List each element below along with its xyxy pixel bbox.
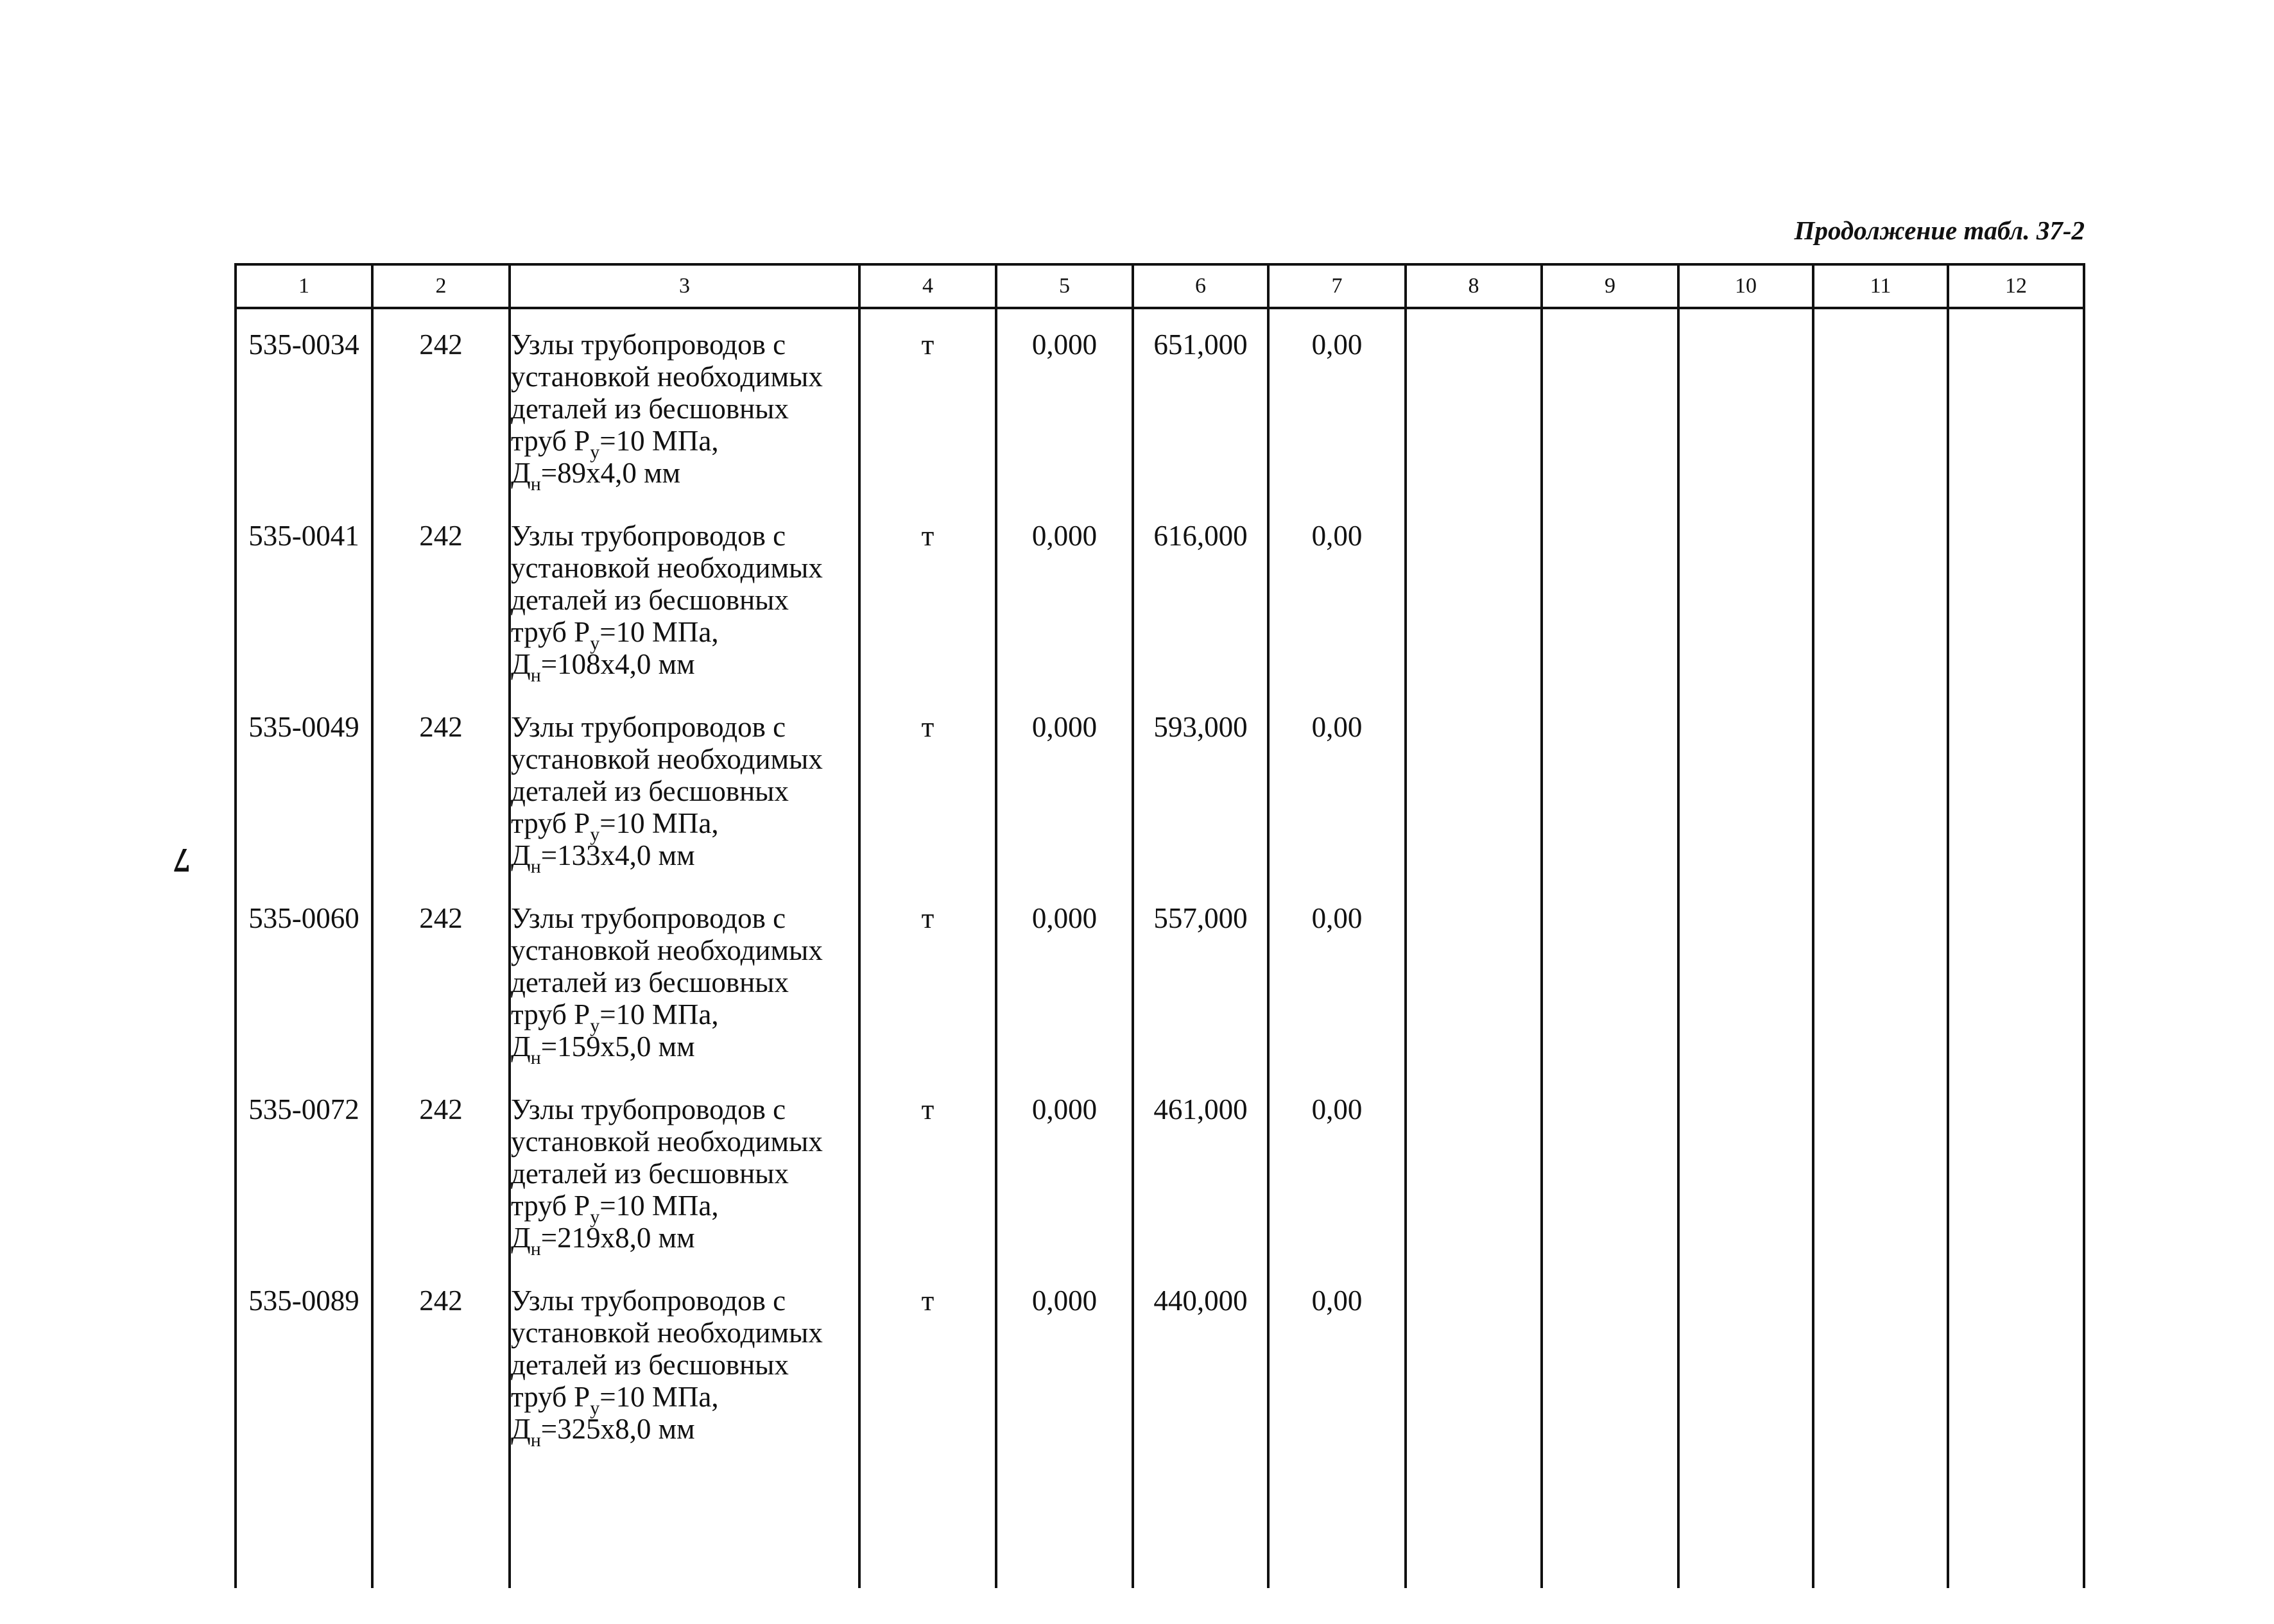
table-row <box>236 1265 2084 1457</box>
cell-col9 <box>1542 1074 1678 1265</box>
cell-col8 <box>1406 883 1542 1074</box>
pressure-subscript: у <box>590 633 600 654</box>
header-row <box>236 264 2084 308</box>
name-line: деталей из бесшовных <box>511 966 789 998</box>
column-header-10: 10 <box>1678 264 1813 308</box>
cell-group: 242 <box>372 500 510 692</box>
cell-col6: 557,000 <box>1133 883 1268 1074</box>
spacer-cell <box>996 1457 1133 1588</box>
diameter-subscript: н <box>530 856 541 877</box>
cell-code: 535-0041 <box>236 500 372 692</box>
cell-col9 <box>1542 883 1678 1074</box>
cell-col12 <box>1948 692 2084 883</box>
cell-unit: т <box>859 883 996 1074</box>
diameter-line <box>511 648 858 686</box>
pressure-prefix: труб Р <box>511 1381 590 1413</box>
page-number: 7 <box>173 841 191 880</box>
pressure-subscript: у <box>590 1206 600 1227</box>
name-line: Узлы трубопроводов с <box>511 1093 786 1125</box>
cell-col9 <box>1542 692 1678 883</box>
cell-group: 242 <box>372 883 510 1074</box>
cell-code: 535-0060 <box>236 883 372 1074</box>
name-line: установкой необходимых <box>511 552 823 584</box>
cell-code: 535-0072 <box>236 1074 372 1265</box>
cell-unit: т <box>859 1074 996 1265</box>
cell-col8 <box>1406 500 1542 692</box>
cell-col12 <box>1948 500 2084 692</box>
name-line: деталей из бесшовных <box>511 1349 789 1381</box>
cell-col6: 616,000 <box>1133 500 1268 692</box>
pressure-line <box>511 425 858 463</box>
name-line: Узлы трубопроводов с <box>511 520 786 552</box>
cell-col10 <box>1678 1265 1813 1457</box>
table-row <box>236 883 2084 1074</box>
column-header-9: 9 <box>1542 264 1678 308</box>
diameter-subscript: н <box>530 1047 541 1068</box>
column-header-12: 12 <box>1948 264 2084 308</box>
table-spacer-row <box>236 1457 2084 1588</box>
cell-code: 535-0049 <box>236 692 372 883</box>
diameter-line <box>511 839 858 877</box>
cell-col11 <box>1813 308 1948 500</box>
pressure-suffix: =10 МПа, <box>599 1190 719 1222</box>
name-line: Узлы трубопроводов с <box>511 711 786 743</box>
name-line: деталей из бесшовных <box>511 584 789 616</box>
cell-col6: 651,000 <box>1133 308 1268 500</box>
diameter-prefix: Д <box>511 1030 531 1063</box>
diameter-line <box>511 1222 858 1260</box>
pressure-line <box>511 616 858 654</box>
spacer-cell <box>1678 1457 1813 1588</box>
cell-col11 <box>1813 500 1948 692</box>
diameter-suffix: =325x8,0 мм <box>540 1413 695 1445</box>
cell-col12 <box>1948 1265 2084 1457</box>
cell-col8 <box>1406 1265 1542 1457</box>
pressure-subscript: у <box>590 1015 600 1036</box>
pressure-suffix: =10 МПа, <box>599 616 719 648</box>
price-table <box>234 263 2085 1588</box>
spacer-cell <box>1133 1457 1268 1588</box>
spacer-cell <box>1948 1457 2084 1588</box>
diameter-line <box>511 1413 858 1451</box>
pressure-line <box>511 1381 858 1419</box>
diameter-line <box>511 1030 858 1068</box>
cell-col10 <box>1678 308 1813 500</box>
cell-col6: 593,000 <box>1133 692 1268 883</box>
cell-col7: 0,00 <box>1268 1074 1406 1265</box>
cell-name <box>510 692 859 883</box>
cell-name <box>510 1074 859 1265</box>
cell-code: 535-0034 <box>236 308 372 500</box>
column-header-11: 11 <box>1813 264 1948 308</box>
column-header-3: 3 <box>510 264 859 308</box>
diameter-prefix: Д <box>511 1413 531 1445</box>
cell-group: 242 <box>372 1265 510 1457</box>
cell-col11 <box>1813 692 1948 883</box>
cell-unit: т <box>859 1265 996 1457</box>
pressure-prefix: труб Р <box>511 1190 590 1222</box>
cell-unit: т <box>859 308 996 500</box>
cell-col6: 440,000 <box>1133 1265 1268 1457</box>
column-header-7: 7 <box>1268 264 1406 308</box>
cell-col5: 0,000 <box>996 1074 1133 1265</box>
spacer-cell <box>1268 1457 1406 1588</box>
cell-col10 <box>1678 883 1813 1074</box>
cell-col10 <box>1678 500 1813 692</box>
column-header-4: 4 <box>859 264 996 308</box>
table-row <box>236 1074 2084 1265</box>
cell-col8 <box>1406 308 1542 500</box>
cell-name <box>510 1265 859 1457</box>
cell-code: 535-0089 <box>236 1265 372 1457</box>
diameter-suffix: =133x4,0 мм <box>540 839 695 871</box>
table-caption: Продолжение табл. 37-2 <box>1794 216 2085 245</box>
name-line: деталей из бесшовных <box>511 1158 789 1190</box>
pressure-prefix: труб Р <box>511 616 590 648</box>
cell-col5: 0,000 <box>996 692 1133 883</box>
cell-col9 <box>1542 308 1678 500</box>
cell-col12 <box>1948 1074 2084 1265</box>
name-line: Узлы трубопроводов с <box>511 329 786 361</box>
cell-group: 242 <box>372 1074 510 1265</box>
name-line: установкой необходимых <box>511 1317 823 1349</box>
cell-col11 <box>1813 1074 1948 1265</box>
name-line: установкой необходимых <box>511 743 823 775</box>
pressure-suffix: =10 МПа, <box>599 998 719 1030</box>
cell-col7: 0,00 <box>1268 500 1406 692</box>
table-row <box>236 692 2084 883</box>
column-header-2: 2 <box>372 264 510 308</box>
diameter-subscript: н <box>530 1430 541 1451</box>
name-line: установкой необходимых <box>511 361 823 393</box>
pressure-prefix: труб Р <box>511 998 590 1030</box>
pressure-line <box>511 1190 858 1227</box>
cell-group: 242 <box>372 692 510 883</box>
name-line: деталей из бесшовных <box>511 393 789 425</box>
cell-col5: 0,000 <box>996 500 1133 692</box>
diameter-line <box>511 457 858 495</box>
spacer-cell <box>372 1457 510 1588</box>
spacer-cell <box>236 1457 372 1588</box>
diameter-suffix: =89x4,0 мм <box>540 457 681 489</box>
spacer-cell <box>1542 1457 1678 1588</box>
cell-col11 <box>1813 883 1948 1074</box>
cell-col9 <box>1542 1265 1678 1457</box>
diameter-prefix: Д <box>511 1222 531 1254</box>
cell-group: 242 <box>372 308 510 500</box>
cell-col9 <box>1542 500 1678 692</box>
name-line: Узлы трубопроводов с <box>511 902 786 934</box>
diameter-suffix: =219x8,0 мм <box>540 1222 695 1254</box>
column-header-6: 6 <box>1133 264 1268 308</box>
cell-col8 <box>1406 692 1542 883</box>
pressure-prefix: труб Р <box>511 425 590 457</box>
cell-col11 <box>1813 1265 1948 1457</box>
pressure-subscript: у <box>590 824 600 845</box>
pressure-subscript: у <box>590 441 600 463</box>
diameter-suffix: =159x5,0 мм <box>540 1030 695 1063</box>
column-header-8: 8 <box>1406 264 1542 308</box>
diameter-subscript: н <box>530 474 541 495</box>
pressure-suffix: =10 МПа, <box>599 425 719 457</box>
diameter-suffix: =108x4,0 мм <box>540 648 695 680</box>
pressure-line <box>511 998 858 1036</box>
column-header-5: 5 <box>996 264 1133 308</box>
name-line: Узлы трубопроводов с <box>511 1285 786 1317</box>
pressure-suffix: =10 МПа, <box>599 1381 719 1413</box>
table-row <box>236 500 2084 692</box>
spacer-cell <box>1813 1457 1948 1588</box>
pressure-prefix: труб Р <box>511 807 590 839</box>
diameter-prefix: Д <box>511 457 531 489</box>
pressure-subscript: у <box>590 1397 600 1419</box>
cell-col5: 0,000 <box>996 308 1133 500</box>
diameter-subscript: н <box>530 1238 541 1260</box>
spacer-cell <box>859 1457 996 1588</box>
cell-unit: т <box>859 500 996 692</box>
cell-col8 <box>1406 1074 1542 1265</box>
table-row <box>236 308 2084 500</box>
cell-col7: 0,00 <box>1268 1265 1406 1457</box>
cell-col10 <box>1678 692 1813 883</box>
cell-col7: 0,00 <box>1268 692 1406 883</box>
spacer-cell <box>510 1457 859 1588</box>
cell-name <box>510 308 859 500</box>
cell-col12 <box>1948 883 2084 1074</box>
column-header-1: 1 <box>236 264 372 308</box>
pressure-line <box>511 807 858 845</box>
cell-col12 <box>1948 308 2084 500</box>
cell-name <box>510 500 859 692</box>
pressure-suffix: =10 МПа, <box>599 807 719 839</box>
name-line: установкой необходимых <box>511 934 823 966</box>
name-line: деталей из бесшовных <box>511 775 789 807</box>
diameter-prefix: Д <box>511 839 531 871</box>
cell-col5: 0,000 <box>996 1265 1133 1457</box>
cell-unit: т <box>859 692 996 883</box>
cell-name <box>510 883 859 1074</box>
cell-col7: 0,00 <box>1268 308 1406 500</box>
name-line: установкой необходимых <box>511 1125 823 1158</box>
cell-col7: 0,00 <box>1268 883 1406 1074</box>
spacer-cell <box>1406 1457 1542 1588</box>
cell-col5: 0,000 <box>996 883 1133 1074</box>
diameter-subscript: н <box>530 665 541 686</box>
cell-col10 <box>1678 1074 1813 1265</box>
diameter-prefix: Д <box>511 648 531 680</box>
cell-col6: 461,000 <box>1133 1074 1268 1265</box>
